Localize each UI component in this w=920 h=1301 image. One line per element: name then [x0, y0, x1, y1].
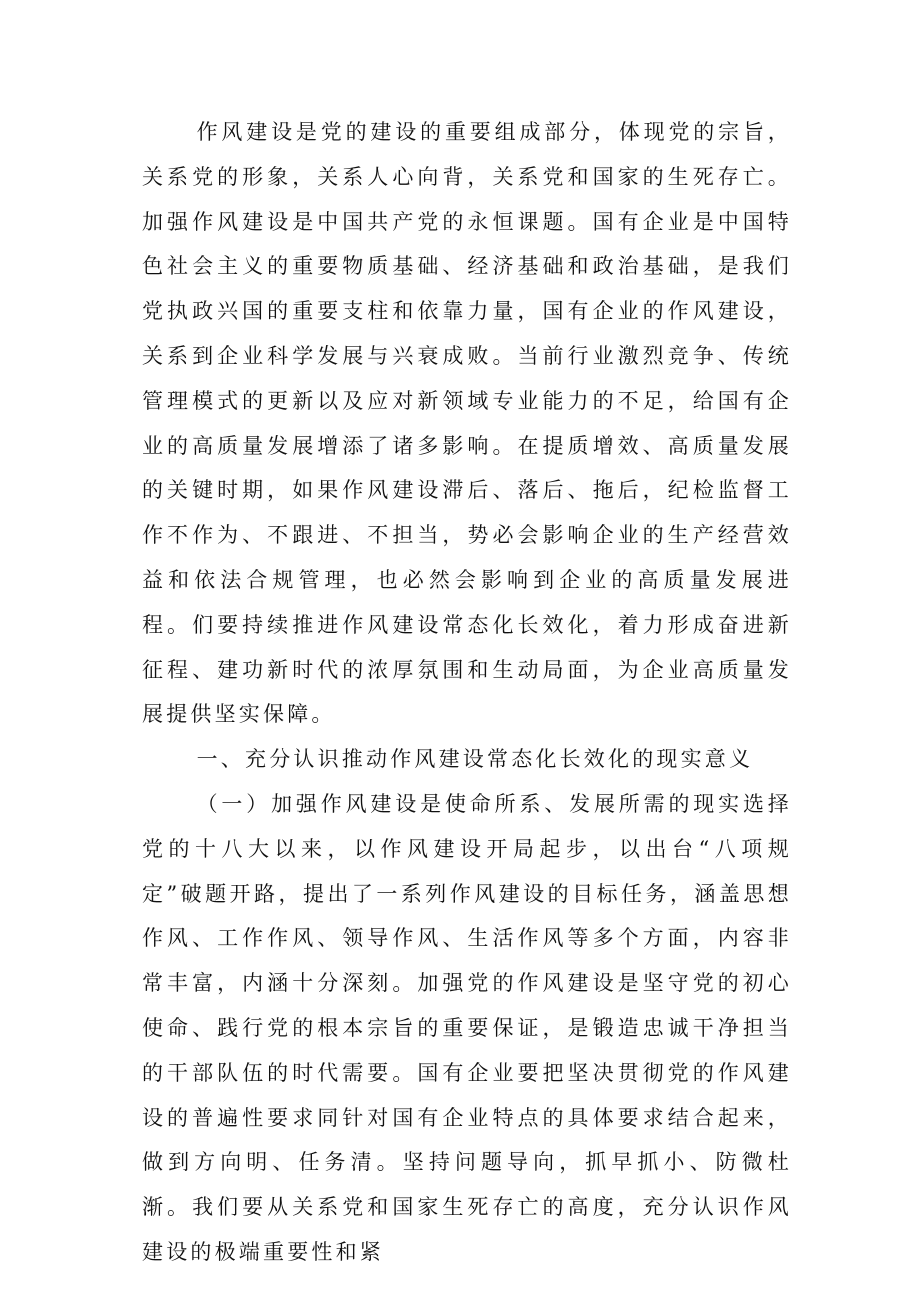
intro-paragraph: 作风建设是党的建设的重要组成部分，体现党的宗旨，关系党的形象，关系人心向背，关系党和国家的生死存亡。加强作风建设是中国共产党的永恒课题。国有企业是中国特色社会主义的重要物质基础、经济基础和政治基础，是我们党执政兴国的重要支柱和依靠力量，国有企业的作风建设，关系到企业科学发展与兴衰成败。当前行业激烈竞争、传统管理模式的更新以及应对新领域专业能力的不足，给国有企业的高质量发展增添了诸多影响。在提质增效、高质量发展的关键时期，如果作风建设滞后、落后、拖后，纪检监督工作不作为、不跟进、不担当，势必会影响企业的生产经营效益和依法合规管理，也必然会影响到企业的高质量发展进程。们要持续推进作风建设常态化长效化，着力形成奋进新征程、建功新时代的浓厚氛围和生动局面，为企业高质量发展提供坚实保障。 [142, 120, 792, 727]
document-page [142, 110, 792, 1275]
subsection-paragraph: （一）加强作风建设是使命所系、发展所需的现实选择党的十八大以来，以作风建设开局起步，以出台“八项规定”破题开路，提出了一系列作风建设的目标任务，涵盖思想作风、工作作风、领导作风、生活作风等多个方面，内容非常丰富，内涵十分深刻。加强党的作风建设是坚守党的初心使命、践行党的根本宗旨的重要保证，是锻造忠诚干净担当的干部队伍的时代需要。国有企业要把坚决贯彻党的作风建设的普遍性要求同针对国有企业特点的具体要求结合起来，做到方向明、任务清。坚持问题导向，抓早抓小、防微杜渐。我们要从关系党和国家生死存亡的高度，充分认识作风建设的极端重要性和紧 [142, 791, 792, 1264]
section-heading: 一、充分认识推动作风建设常态化长效化的现实意义 [196, 747, 754, 772]
